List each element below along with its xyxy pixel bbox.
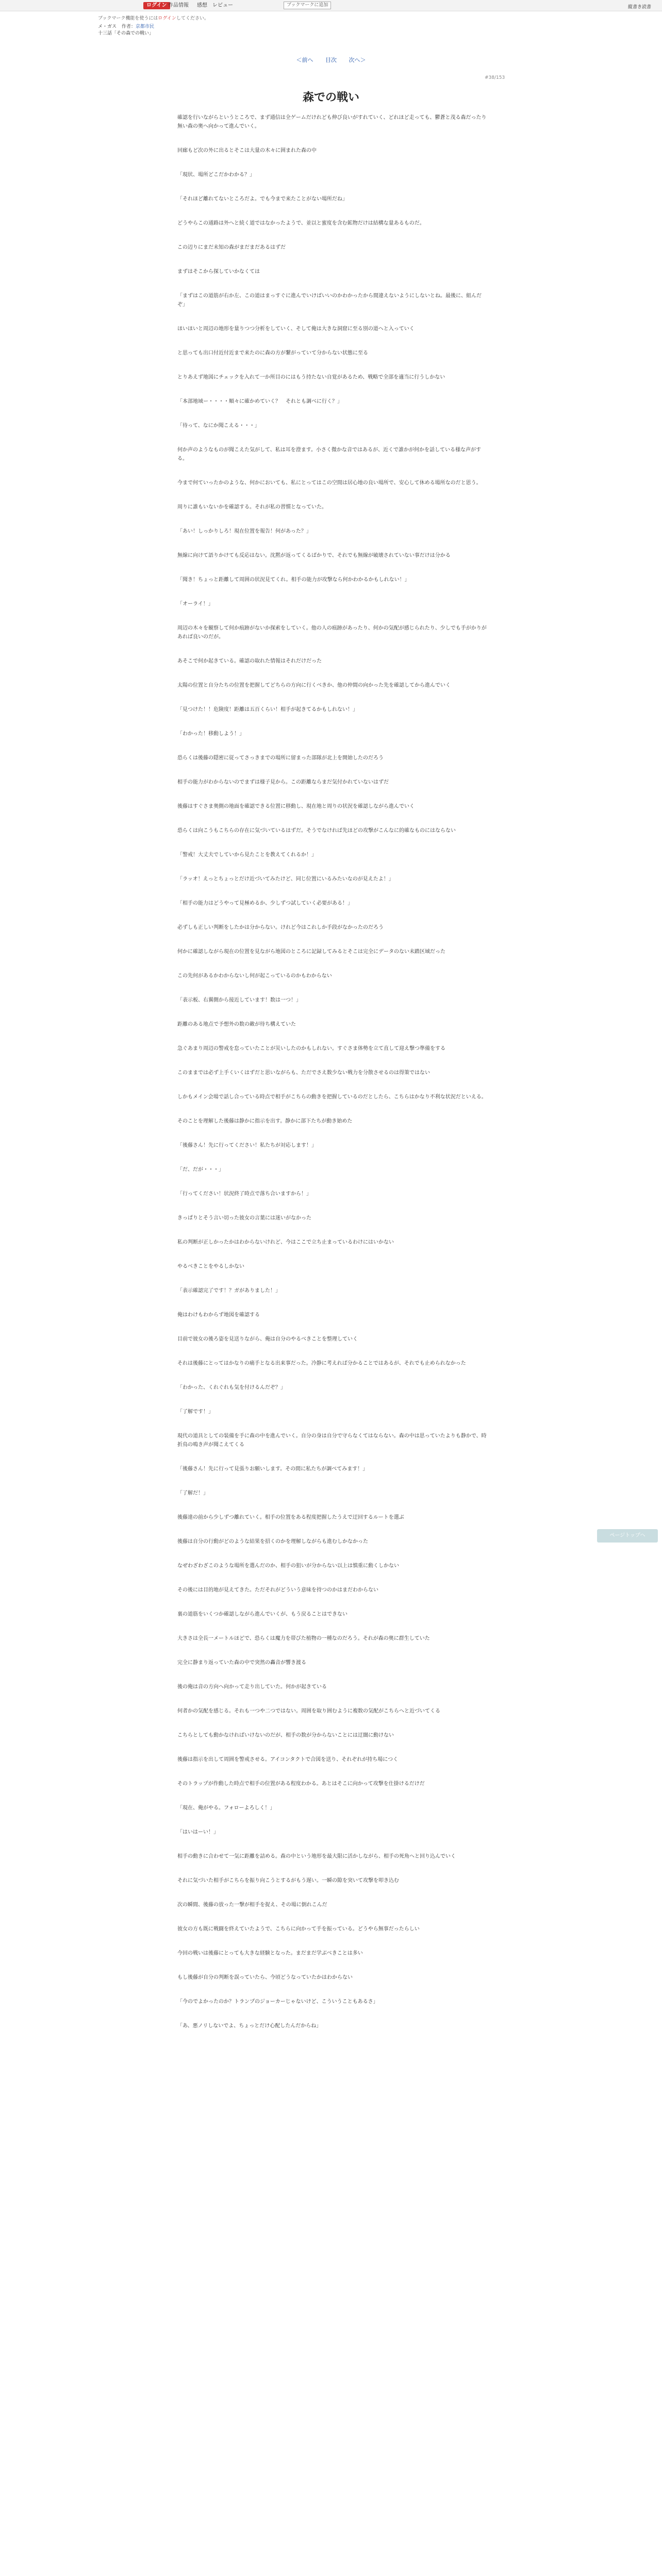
- body-paragraph: 完全に静まり返っていた森の中で突然の轟音が響き渡る: [177, 1660, 306, 1666]
- body-paragraph: あそこで何か起きている。確認の取れた情報はそれだけだった: [177, 658, 322, 664]
- body-paragraph: こちらとしても動かなければいけないのだが、相手の数が分からないことには迂闊に動けない: [177, 1733, 394, 1738]
- body-paragraph: 後藤達の前から少しずつ離れていく。相手の位置をある程度把握したうえで迂回するルートを選ぶ: [177, 1515, 404, 1520]
- body-paragraph: 何者かの気配を感じる。それも一つや二つではない。周囲を取り囲むように複数の気配がこちらへと近づいてくる: [177, 1708, 440, 1714]
- login-button[interactable]: ログイン: [143, 2, 170, 9]
- body-paragraph: その後には目的地が見えてきた。ただそれがどういう意味を持つのかはまだわからない: [177, 1587, 378, 1593]
- body-paragraph: 「見つけた！！危険度！距離は五百くらい！相手が起きてるかもしれない！」: [177, 707, 358, 713]
- body-paragraph: 「現在、俺がやる。フォローよろしく！」: [177, 1805, 275, 1811]
- body-paragraph: 恐らくは後藤の隠密に従ってさっきまでの場所に留まった部隊が北上を開始したのだろう: [177, 755, 384, 761]
- body-paragraph: 「オーライ！」: [177, 601, 213, 607]
- body-paragraph: 何かに確認しながら現在の位置を見ながら地図のところに記録してみるとそこは完全にデータのない未踏区域だった: [177, 949, 445, 955]
- body-paragraph: 「だ、だが・・・」: [177, 1167, 224, 1173]
- body-paragraph: 「わかった、くれぐれも気を付けるんだぞ？」: [177, 1385, 286, 1391]
- body-paragraph: 今回の戦いは後藤にとっても大きな経験となった。まだまだ学ぶべきことは多い: [177, 1951, 363, 1956]
- body-paragraph: もし後藤が自分の判断を誤っていたら、今頃どうなっていたかはわからない: [177, 1975, 353, 1980]
- body-paragraph: 相手の能力がわからないのでまずは様子見から。この距離ならまだ気付かれていないはずだ: [177, 779, 389, 785]
- body-paragraph: 俺はわけもわからず地図を確認する: [177, 1312, 260, 1318]
- body-paragraph: 次の瞬間、後藤の放った一撃が相手を捉え、その場に倒れこんだ: [177, 1902, 327, 1908]
- body-paragraph: 確認を行いながらというところで、まず通信は全ゲームだけれども伸び良いがすれていく、どれほど走っても、鬱蒼と茂る森だったり無い森の奥へ向かって進んでいく。: [177, 115, 487, 129]
- body-paragraph: 相手の動きに合わせて一気に距離を詰める。森の中という地形を最大限に活かしながら、相手の死角へと回り込んでいく: [177, 1854, 456, 1859]
- body-paragraph: 「待って、なにか聞こえる・・・」: [177, 423, 260, 429]
- body-paragraph: 周りに誰もいないかを確認する。それが私の習慣となっていた。: [177, 504, 327, 510]
- body-paragraph: 必ずしも正しい判断をしたかは分からない。けれど今はこれしか手段がなかったのだろう: [177, 925, 384, 930]
- vertical-reading-link[interactable]: 縦書き読書: [628, 5, 652, 10]
- body-paragraph: このままでは必ず上手くいくはずだと思いながらも、ただでさえ数少ない戦力を分散させるのは得策ではない: [177, 1070, 430, 1076]
- body-paragraph: 「後藤さん！先に行ってください！私たちが対応します！」: [177, 1143, 317, 1148]
- next-chapter-link[interactable]: 次へ＞: [349, 57, 366, 63]
- author-label: 作者：: [122, 24, 136, 29]
- body-paragraph: 後藤は自分の行動がどのような結果を招くのかを理解しながらも進むしかなかった: [177, 1539, 368, 1545]
- notice-suffix: してください。: [176, 16, 209, 21]
- body-paragraph: 「了解だ！」: [177, 1490, 208, 1496]
- nav-work-info[interactable]: 作品情報: [168, 3, 189, 8]
- body-paragraph: 恐らくは向こうもこちらの存在に気づいているはずだ。そうでなければ先ほどの攻撃がこんなに的確なものにはならない: [177, 828, 456, 834]
- body-paragraph: 「相手の能力はどうやって見極めるか、少しずつ試していく必要がある！」: [177, 901, 353, 906]
- notice-prefix: ブックマーク機能を使うには: [98, 16, 158, 21]
- login-notice: [98, 14, 209, 21]
- body-paragraph: 無線に向けて語りかけても反応はない。沈黙が返ってくるばかりで、それでも無線が破壊されていない事だけは分かる: [177, 553, 451, 558]
- body-paragraph: それに気づいた相手がこちらを振り向こうとするがもう遅い。一瞬の隙を突いて攻撃を叩き込む: [177, 1878, 399, 1884]
- prev-chapter-link[interactable]: ＜前へ: [296, 57, 313, 63]
- body-paragraph: まずはそこから探していかなくては: [177, 269, 260, 275]
- body-paragraph: それは後藤にとってはかなりの痛手となる出来事だった。冷静に考えれば分かることではあるが、それでも止められなかった: [177, 1361, 466, 1366]
- body-paragraph: 距離のある地点で予想外の数の敵が待ち構えていた: [177, 1022, 296, 1027]
- top-nav-bar: [0, 0, 662, 11]
- body-paragraph: 「あ、悪ノリしないでよ、ちょっとだけ心配したんだからね」: [177, 2023, 322, 2029]
- body-paragraph: 「行ってください！状況終了時点で落ち合いますから！」: [177, 1191, 311, 1197]
- body-paragraph: 「はいはーい！」: [177, 1829, 219, 1835]
- author-name[interactable]: 京都市民: [136, 24, 155, 29]
- body-paragraph: 私の判断が正しかったかはわからないけれど、今はここで立ち止まっているわけにはいかない: [177, 1240, 394, 1245]
- body-paragraph: 後藤はすぐさま奥側の地面を確認できる位置に移動し、現在地と周りの状況を確認しながら進んでいく: [177, 804, 415, 809]
- chapter-body: [177, 113, 487, 2046]
- body-paragraph: 回廊もど次の外に出るとそこは大量の木々に囲まれた森の中: [177, 148, 317, 154]
- body-paragraph: そのトラップが作動した時点で相手の位置がある程度わかる。あとはそこに向かって攻撃を仕掛けるだけだ: [177, 1781, 425, 1787]
- body-paragraph: 「表示板、右翼側から接近しています！数は一つ！」: [177, 997, 301, 1003]
- work-meta: [98, 23, 154, 29]
- body-paragraph: 「聞き！ちょっと距離して周囲の状況見てくれ。相手の能力が攻撃なら何かわかるかもしれない！」: [177, 577, 410, 583]
- body-paragraph: 現代の道具としての装備を手に森の中を進んでいく。自分の身は自分で守らなくてはならない。森の中は思っていたよりも静かで、時折鳥の鳴き声が聞こえてくる: [177, 1433, 487, 1448]
- body-paragraph: やるべきことをやるしかない: [177, 1264, 244, 1269]
- body-paragraph: 「それほど離れてないところだよ。でも今まで来たことがない場所だね」: [177, 196, 347, 202]
- body-paragraph: 「本部地域ー・・・・順々に確かめていく？ それとも調べに行く？」: [177, 399, 342, 404]
- body-paragraph: 裏の道筋をいくつか確認しながら進んでいくが、もう戻ることはできない: [177, 1612, 347, 1617]
- body-paragraph: 「表示確認完了です！？ガがありました！」: [177, 1288, 280, 1294]
- toc-link[interactable]: 目次: [325, 57, 337, 63]
- page-counter: #38/153: [485, 75, 505, 80]
- body-paragraph: 周辺の木々を観察して何か痕跡がないか探索をしていく。他の人の痕跡があったり、何かの気配が感じられたり、少しでも手がかりがあれば良いのだが。: [177, 625, 487, 640]
- body-paragraph: そのことを理解した後藤は静かに指示を出す。静かに部下たちが動き始めた: [177, 1118, 353, 1124]
- body-paragraph: どうやらこの通路は外へと続く道ではなかったようで、並以と蜜度を含む鉱物だけは結構な量あるものだ。: [177, 221, 425, 226]
- series-title[interactable]: 十三話「その森での戦い」: [98, 31, 154, 36]
- notice-login-link[interactable]: ログイン: [158, 16, 176, 21]
- body-paragraph: 大きさは全長一メートルほどで、恐らくは魔力を帯びた植物の一種なのだろう。それが森の奥に群生していた: [177, 1636, 430, 1641]
- body-paragraph: 「まずはこの道筋が右か左、この道はまっすぐに進んでいけばいいのかわかったから間違えないようにしないとね。最後に、組んだぞ」: [177, 293, 482, 308]
- body-paragraph: なぜわざわざこのような場所を選んだのか、相手の狙いが分からない以上は慎重に動くしかない: [177, 1563, 399, 1569]
- body-paragraph: 太陽の位置と自分たちの位置を把握してどちらの方向に行くべきか、他の仲間の向かった先を確認してから進んでいく: [177, 683, 451, 688]
- meta-prefix: メ・ガス: [98, 24, 117, 29]
- chapter-navigation: [0, 56, 662, 64]
- body-paragraph: 彼女の方も既に戦闘を終えていたようで、こちらに向かって手を振っている。どうやら無事だったらしい: [177, 1926, 420, 1932]
- nav-impressions[interactable]: 感想: [197, 3, 207, 8]
- body-paragraph: 「了解です！」: [177, 1409, 213, 1415]
- page-top-button[interactable]: ページトップへ: [597, 1529, 658, 1543]
- body-paragraph: 「わかった！移動しよう！」: [177, 731, 244, 737]
- body-paragraph: 「今のでよかったのか？トランプのジョーカーじゃないけど、こういうこともあるさ」: [177, 1999, 378, 2005]
- body-paragraph: きっぱりとそう言い切った彼女の言葉には迷いがなかった: [177, 1215, 311, 1221]
- body-paragraph: 「ラッオ！えっとちょっとだけ近づいてみたけど、同じ位置にいるみたいなのが見えたよ！」: [177, 876, 394, 882]
- body-paragraph: 目前で彼女の後ろ姿を見送りながら、俺は自分のやるべきことを整理していく: [177, 1336, 358, 1342]
- body-paragraph: 後の俺は音の方向へ向かって走り出していた。何かが起きている: [177, 1684, 327, 1690]
- body-paragraph: 何か声のようなものが聞こえた気がして、私は耳を澄ます。小さく微かな音ではあるが、近くで誰かが何かを話している様な声がする。: [177, 447, 481, 462]
- body-paragraph: 「あい！しっかりしろ！現在位置を報告！何があった？」: [177, 529, 311, 534]
- body-paragraph: 後藤は指示を出して周囲を警戒させる。アイコンタクトで合図を送り、それぞれが持ち場につく: [177, 1757, 399, 1762]
- body-paragraph: 「警戒！大丈夫でしていから見たことを教えてくれるか！」: [177, 852, 317, 858]
- body-paragraph: しかもメイン会場で話し合っている時点で相手がこちらの動きを把握しているのだとしたら、こちらはかなり不利な状況だといえる。: [177, 1094, 487, 1100]
- body-paragraph: 今まで何ていったかのような、何かにおいても、私にとってはこの空間は居心地の良い場所で、安心して休める場所なのだと思う。: [177, 480, 482, 486]
- body-paragraph: 「後藤さん！先に行って見張りお願いします。その間に私たちが調べてみます！」: [177, 1466, 368, 1472]
- chapter-title: 森での戦い: [302, 91, 359, 104]
- body-paragraph: とりあえず地図にチェックを入れて一か所目のにはもう持たない自覚があるため、戦略で全部を適当に行うしかない: [177, 375, 445, 380]
- body-paragraph: ほいほいと周辺の地形を量りつつ分析をしていく、そして俺は大きな洞窟に至る別の道へと入っていく: [177, 326, 415, 332]
- add-bookmark-button[interactable]: ブックマークに追加: [284, 2, 331, 9]
- nav-reviews[interactable]: レビュー: [212, 3, 233, 8]
- body-paragraph: この先何があるかわからないし何が起こっているのかもわからない: [177, 973, 332, 979]
- body-paragraph: 急ぐあまり周辺の警戒を怠っていたことが災いしたのかもしれない。すぐさま体勢を立て直して迎え撃つ準備をする: [177, 1046, 445, 1052]
- body-paragraph: この辺りにまだ未知の森がまだまだあるはずだ: [177, 245, 286, 250]
- body-paragraph: と思っても出口付近付近まで来たのに森の方が繋がっていて分からない状態に至る: [177, 350, 368, 356]
- body-paragraph: 「現状、場所どこだかわかる？」: [177, 172, 255, 178]
